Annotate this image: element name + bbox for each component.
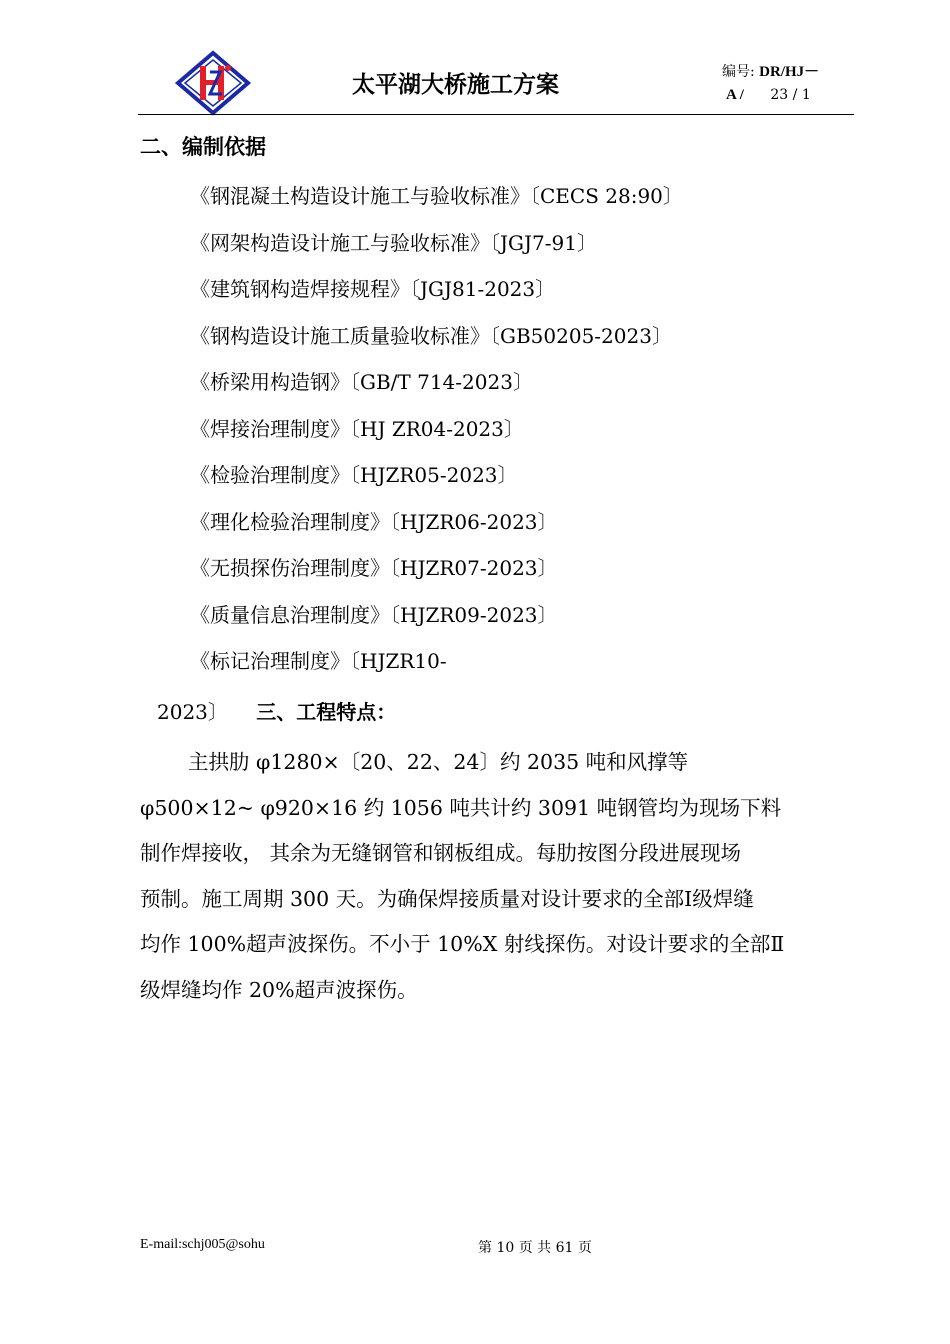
- document-code-label: 编号:: [722, 64, 755, 80]
- section-heading-basis: 二、编制依据: [140, 135, 266, 159]
- company-logo-icon: [170, 50, 256, 116]
- reference-item: 《质量信息治理制度》〔HJZR09-2023〕: [190, 603, 558, 627]
- document-title: 太平湖大桥施工方案: [352, 72, 559, 98]
- reference-item: 《网架构造设计施工与验收标准》〔JGJ7-91〕: [190, 231, 597, 255]
- document-code-line2: [726, 87, 811, 104]
- reference-item: 《钢混凝土构造设计施工与验收标准》〔CECS 28:90〕: [190, 184, 683, 208]
- paragraph-line: 主拱肋 φ1280×〔20、22、24〕约 2035 吨和风撑等: [188, 750, 689, 774]
- footer-page-number: 第 10 页 共 61 页: [478, 1240, 592, 1256]
- paragraph-line: 预制。施工周期 300 天。为确保焊接质量对设计要求的全部Ⅰ级焊缝: [140, 886, 754, 911]
- features-paragraph: [140, 740, 860, 1013]
- reference-continuation-line: [157, 696, 396, 725]
- document-code-line1: [722, 60, 819, 81]
- header-divider: [138, 114, 854, 115]
- reference-item: 《理化检验治理制度》〔HJZR06-2023〕: [190, 510, 558, 534]
- document-code-value2a: A /: [726, 87, 744, 103]
- reference-item: 《无损探伤治理制度》〔HJZR07-2023〕: [190, 556, 558, 580]
- reference-item: 《桥梁用构造钢》〔GB/T 714-2023〕: [190, 370, 533, 394]
- section-heading-features: 三、工程特点：: [256, 700, 397, 724]
- document-code-value1: DR/HJ－: [759, 64, 820, 80]
- reference-item-last: 《标记治理制度》〔HJZR10-: [190, 649, 447, 673]
- paragraph-line: 级焊缝均作 20%超声波探伤。: [140, 977, 418, 1002]
- paragraph-line: 制作焊接收， 其余为无缝钢管和钢板组成。每肋按图分段进展现场: [140, 841, 742, 865]
- document-code-value2b: 23 / 1: [770, 87, 811, 103]
- reference-item: 《焊接治理制度》〔HJ ZR04-2023〕: [190, 417, 524, 441]
- reference-item: 《钢构造设计施工质量验收标准》〔GB50205-2023〕: [190, 324, 672, 348]
- paragraph-line: φ500×12~ φ920×16 约 1056 吨共计约 3091 吨钢管均为现场下料: [140, 795, 782, 820]
- paragraph-line: 均作 100%超声波探伤。不小于 10%X 射线探伤。对设计要求的全部Ⅱ: [140, 932, 785, 956]
- reference-item: 《检验治理制度》〔HJZR05-2023〕: [190, 463, 518, 487]
- footer-email: E-mail:schj005@sohu: [140, 1237, 265, 1252]
- reference-item: 《建筑钢构造焊接规程》〔JGJ81-2023〕: [190, 277, 556, 301]
- reference-item-last-end: 2023〕: [157, 700, 228, 724]
